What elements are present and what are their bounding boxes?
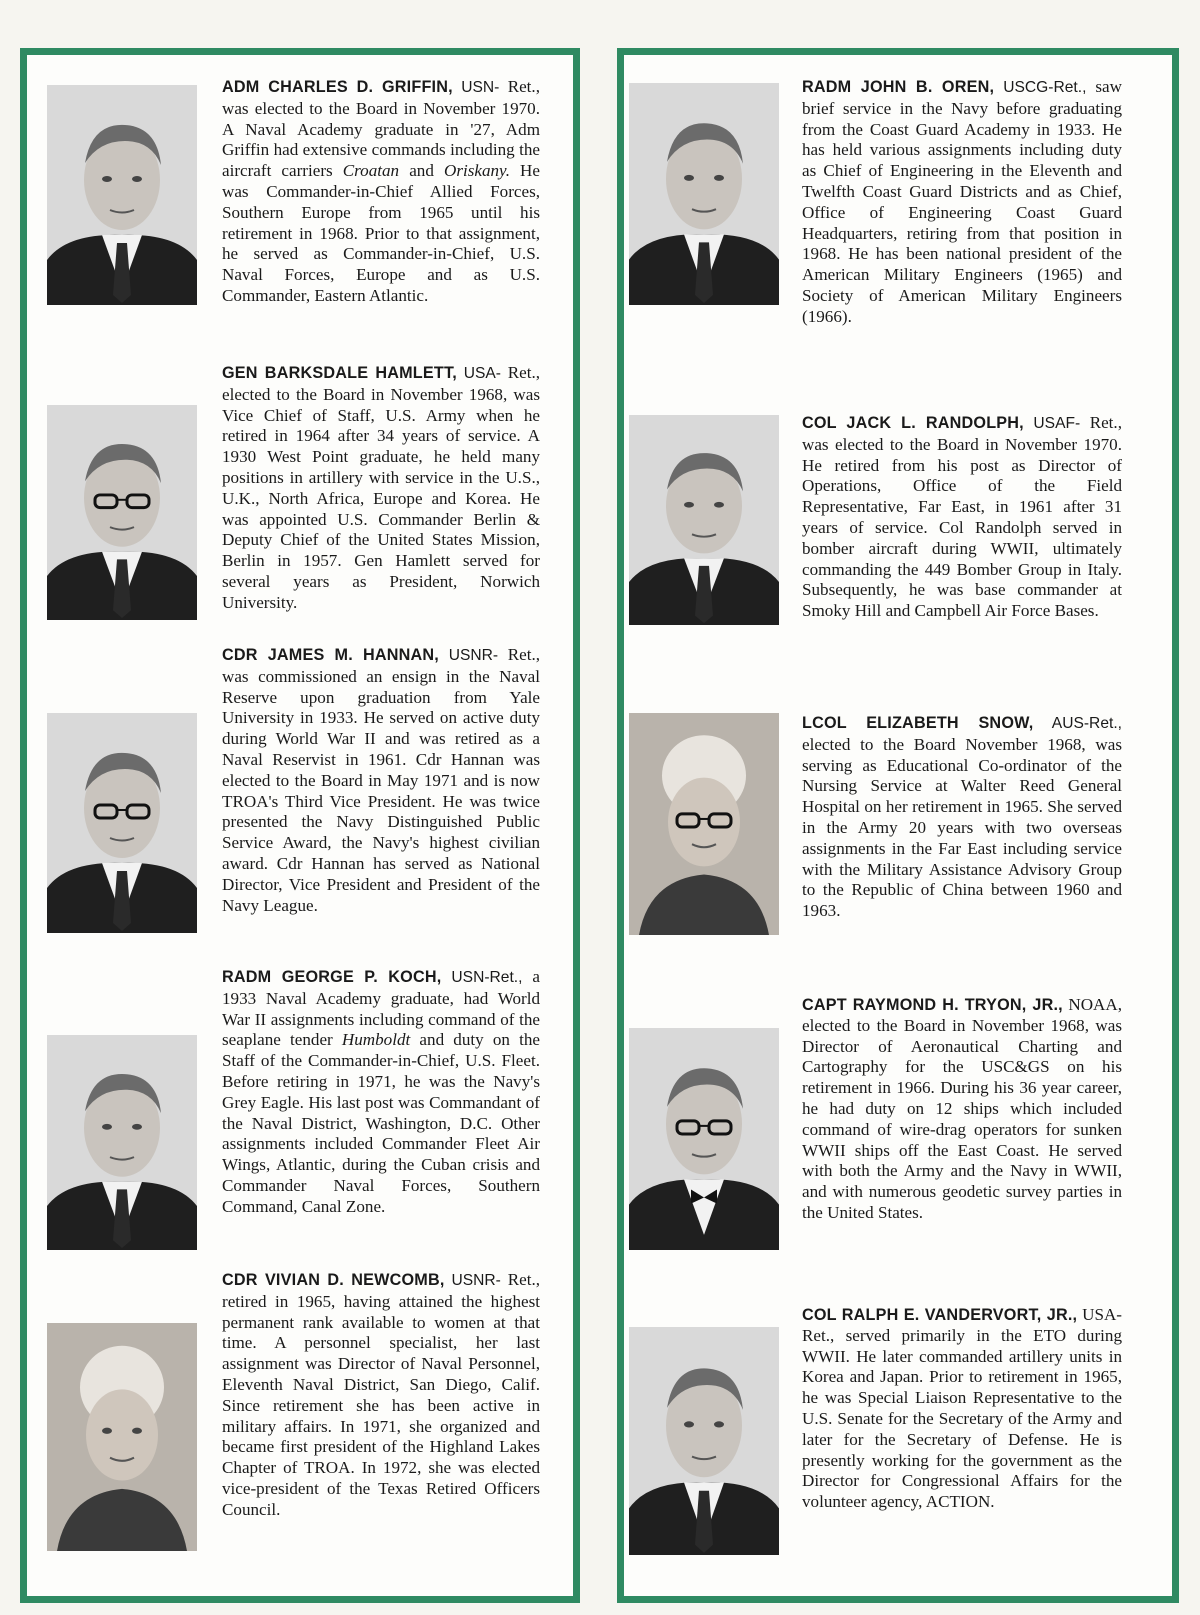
bio-body: elected to the Board November 1968, was serving as Educational Co-ordinator of the Nursing Service at Walter Reed General Hospital on her retirement in 1965. She served in the Army 20 years with two overseas assignments in the Far East including service with the Military Assistance Advisory Group to the Republic of China between 1960 and 1963.	[802, 734, 1122, 921]
bio-body: Ret., was elected to the Board in November 1970. He retired from his post as Director of Operations, Office of the Field Representative, Far East, in 1961 after 31 years of service. Col Randolph served in bomber aircraft during WWII, ultimately commanding the 449 Bomber Group in Italy. Subsequently, he was base commander at Smoky Hill and Campbell Air Force Bases.	[802, 413, 1122, 621]
bio-text-cdr-james-m-hannan	[222, 645, 540, 916]
portrait-photo-cdr-vivian-d-newcomb	[47, 1323, 197, 1551]
bio-body: and duty on the Staff of the Commander-in-Chief, U.S. Fleet. Before retiring in 1971, he was the Navy's Grey Eagle. His last post was Commandant of the Naval District, Washington, D.C. Other assignments included Commander Fleet Air Wings, Atlantic, during the Cuban crisis and Commander Naval Forces, Southern Command, Canal Zone.	[222, 1030, 540, 1216]
portrait-photo-col-ralph-e-vandervort-jr	[629, 1327, 779, 1555]
bio-body: He was Commander-in-Chief Allied Forces, Southern Europe from 1965 until his retirement in 1968. Prior to that assignment, he served as Commander-in-Chief, U.S. Naval Forces, Europe and as U.S. Commander, Eastern Atlantic.	[222, 161, 540, 305]
bio-name: COL JACK L. RANDOLPH,	[802, 414, 1024, 432]
bio-name: RADM GEORGE P. KOCH,	[222, 968, 442, 986]
bio-name: LCOL ELIZABETH SNOW,	[802, 714, 1034, 732]
bio-affiliation: USN-	[452, 79, 500, 96]
bio-name: ADM CHARLES D. GRIFFIN,	[222, 78, 453, 96]
bio-body: Ret., elected to the Board in November 1968, was Vice Chief of Staff, U.S. Army when he retired in 1964 after 34 years of service. A 1930 West Point graduate, he held many positions in artillery with service in the U.S., U.K., North Africa, Europe and Korea. He was appointed U.S. Commander Berlin & Deputy Chief of the United States Mission, Berlin in 1957. Gen Hamlett served for several years as President, Norwich University.	[222, 363, 540, 612]
bio-text-col-jack-l-randolph	[802, 413, 1122, 622]
bio-text-adm-charles-d-griffin	[222, 77, 540, 307]
bio-name: GEN BARKSDALE HAMLETT,	[222, 364, 457, 382]
portrait-photo-radm-george-p-koch	[47, 1035, 197, 1250]
portrait-photo-adm-charles-d-griffin	[47, 85, 197, 305]
bio-ship-name: Croatan	[342, 161, 400, 181]
bio-text-cdr-vivian-d-newcomb	[222, 1270, 540, 1521]
portrait-photo-capt-raymond-h-tryon-jr	[629, 1028, 779, 1250]
bio-body: Ret., retired in 1965, having attained the highest permanent rank available to women at that time. A personnel specialist, her last assignment was Director of Naval Personnel, Eleventh Naval District, San Diego, Calif. Since retirement she has been active in military affairs. In 1971, she organized and became first president of the Highland Lakes Chapter of TROA. In 1972, she was elected vice-president of the Texas Retired Officers Council.	[222, 1270, 541, 1519]
bio-ship-name: Humboldt	[341, 1030, 411, 1050]
bio-text-lcol-elizabeth-snow	[802, 713, 1122, 922]
bio-name: CAPT RAYMOND H. TRYON, JR.,	[802, 996, 1063, 1014]
portrait-photo-radm-john-b-oren	[629, 83, 779, 305]
portrait-photo-cdr-james-m-hannan	[47, 713, 197, 933]
bio-name: CDR VIVIAN D. NEWCOMB,	[222, 1271, 445, 1289]
bio-text-gen-barksdale-hamlett	[222, 363, 540, 614]
bio-text-radm-john-b-oren	[802, 77, 1122, 328]
bio-name: COL RALPH E. VANDERVORT, JR.,	[802, 1306, 1078, 1324]
bio-text-col-ralph-e-vandervort-jr	[802, 1305, 1122, 1513]
bio-body: saw brief service in the Navy before graduating from the Coast Guard Academy in 1933. He has held various assignments including duty as Chief of Engineering in the Eleventh and Twelfth Coast Guard Districts and as Chief, Office of Engineering Coast Guard Headquarters, retiring from that position in 1968. He has been national president of the American Military Engineers (1965) and Society of American Military Engineers (1966).	[802, 77, 1122, 326]
portrait-photo-gen-barksdale-hamlett	[47, 405, 197, 620]
bio-affiliation: USN-Ret.,	[441, 969, 523, 986]
bio-ship-name: Oriskany.	[443, 161, 510, 181]
portrait-photo-lcol-elizabeth-snow	[629, 713, 779, 935]
left-column-panel	[20, 48, 580, 1603]
bio-body: Ret., was commissioned an ensign in the Naval Reserve upon graduation from Yale University in 1933. He served on active duty during World War II and was retired as a Naval Reservist in 1961. Cdr Hannan was elected to the Board in May 1971 and is now TROA's Third Vice President. He was twice presented the Navy Distinguished Public Service Award, the Navy's highest civilian award. Cdr Hannan has served as National Director, Vice President and President of the Navy League.	[222, 645, 540, 915]
bio-affiliation: USNR-	[439, 647, 499, 664]
bio-body: a 1933 Naval Academy graduate, had World War II assignments including command of the seaplane tender	[222, 967, 540, 1050]
bio-text-capt-raymond-h-tryon-jr	[802, 995, 1122, 1224]
bio-affiliation: AUS-Ret.,	[1033, 715, 1122, 732]
bio-body: USA-Ret., served primarily in the ETO during WWII. He later commanded artillery units in Korea and Japan. Prior to retirement in 1965, he was Special Liaison Representative to the U.S. Senate for the Secretary of the Army and later for the Secretary of Defense. He is presently working for the government as the Director for Congressional Affairs for the volunteer agency, ACTION.	[802, 1305, 1122, 1512]
bio-text-radm-george-p-koch	[222, 967, 540, 1218]
bio-affiliation: USCG-Ret.,	[994, 79, 1087, 96]
bio-affiliation: USAF-	[1023, 415, 1081, 432]
bio-affiliation: USNR-	[444, 1272, 501, 1289]
bio-name: CDR JAMES M. HANNAN,	[222, 646, 440, 664]
bio-body: and	[399, 161, 444, 181]
bio-name: RADM JOHN B. OREN,	[802, 78, 995, 96]
portrait-photo-col-jack-l-randolph	[629, 415, 779, 625]
bio-body: Ret., was elected to the Board in November 1970. A Naval Academy graduate in '27, Adm Griffin had extensive commands including the aircraft carriers	[222, 77, 540, 181]
bio-body: NOAA, elected to the Board in November 1968, was Director of Aeronautical Charting and Cartography for the USC&GS on his retirement in 1966. During his 36 year career, he had duty on 12 ships which included command of wire-drag operators for sunken WWII ships off the East Coast. He served with both the Army and the Navy in WWII, and with numerous geodetic survey parties in the United States.	[802, 995, 1122, 1222]
bio-affiliation: USA-	[456, 365, 501, 382]
right-column-panel	[617, 48, 1179, 1603]
